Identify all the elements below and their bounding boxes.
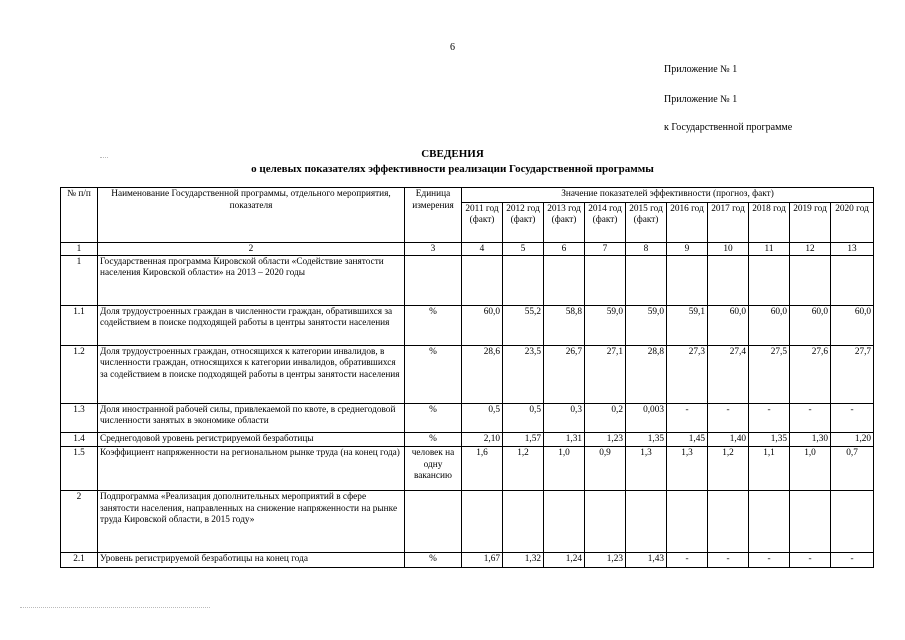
table-row (61, 255, 874, 305)
row-value: 1,23 (585, 432, 626, 447)
column-index: 6 (544, 242, 585, 255)
row-value: 0,7 (831, 447, 874, 491)
row-name: Государственная программа Кировской области «Содействие занятости населения Кировской области» на 2013 – 2020 годы (98, 255, 405, 305)
row-value: 1,40 (708, 432, 749, 447)
row-name: Доля трудоустроенных граждан в численности граждан, обратившихся за содействием в поиске подходящей работы в центры занятости населения (98, 305, 405, 345)
column-index: 8 (626, 242, 667, 255)
header-values-group: Значение показателей эффективности (прогноз, факт) (462, 188, 874, 203)
row-value: 1,1 (749, 447, 790, 491)
row-name: Доля трудоустроенных граждан, относящихся к категории инвалидов, в численности граждан, относящихся к категории инвалидов, обратившихся за содействием в поиске подходящей работы в центры занятости населения (98, 345, 405, 403)
column-index: 3 (405, 242, 462, 255)
row-unit: % (405, 345, 462, 403)
row-unit: % (405, 305, 462, 345)
row-value: 1,57 (503, 432, 544, 447)
row-value (626, 491, 667, 553)
row-value: 1,6 (462, 447, 503, 491)
row-num: 1.4 (61, 432, 98, 447)
column-index: 11 (749, 242, 790, 255)
document-title: СВЕДЕНИЯ (421, 148, 484, 160)
row-value: 60,0 (831, 305, 874, 345)
table-row (61, 403, 874, 432)
row-value: 1,20 (831, 432, 874, 447)
header-year: 2019 год (790, 202, 831, 242)
header-num: № п/п (61, 188, 98, 243)
row-value: 27,1 (585, 345, 626, 403)
row-value: - (790, 403, 831, 432)
row-value: 58,8 (544, 305, 585, 345)
row-value: 1,45 (667, 432, 708, 447)
row-value: 27,5 (749, 345, 790, 403)
row-name: Среднегодовой уровень регистрируемой безработицы (98, 432, 405, 447)
table-row (61, 345, 874, 403)
row-value: 27,7 (831, 345, 874, 403)
scan-line (20, 607, 210, 608)
column-index: 9 (667, 242, 708, 255)
column-index: 2 (98, 242, 405, 255)
appendix-label-1: Приложение № 1 (664, 64, 738, 75)
header-name: Наименование Государственной программы, отдельного мероприятия, показателя (98, 188, 405, 243)
row-value: 1,32 (503, 553, 544, 568)
row-value: 1,30 (790, 432, 831, 447)
row-unit (405, 491, 462, 553)
row-value: 1,35 (626, 432, 667, 447)
row-value: - (749, 403, 790, 432)
row-value (544, 491, 585, 553)
row-value (790, 255, 831, 305)
row-value: 0,3 (544, 403, 585, 432)
row-value: 26,7 (544, 345, 585, 403)
row-value: 1,35 (749, 432, 790, 447)
row-value: 1,2 (708, 447, 749, 491)
column-index: 5 (503, 242, 544, 255)
row-value: - (749, 553, 790, 568)
row-num: 2.1 (61, 553, 98, 568)
row-value (544, 255, 585, 305)
row-value (585, 255, 626, 305)
column-index: 4 (462, 242, 503, 255)
row-num: 1.3 (61, 403, 98, 432)
row-num: 1.2 (61, 345, 98, 403)
column-index: 12 (790, 242, 831, 255)
row-name: Доля иностранной рабочей силы, привлекаемой по квоте, в среднегодовой численности занятых в экономике области (98, 403, 405, 432)
row-value: 1,0 (790, 447, 831, 491)
row-value: - (831, 553, 874, 568)
column-index: 1 (61, 242, 98, 255)
row-value: - (708, 553, 749, 568)
row-value: - (831, 403, 874, 432)
row-value (749, 255, 790, 305)
table-row (61, 553, 874, 568)
row-value (503, 491, 544, 553)
row-value (749, 491, 790, 553)
row-value: - (708, 403, 749, 432)
row-value (667, 255, 708, 305)
column-index: 7 (585, 242, 626, 255)
row-value: 60,0 (790, 305, 831, 345)
row-num: 1 (61, 255, 98, 305)
header-year: 2012 год (факт) (503, 202, 544, 242)
row-num: 1.5 (61, 447, 98, 491)
row-value: 59,1 (667, 305, 708, 345)
row-name: Уровень регистрируемой безработицы на конец года (98, 553, 405, 568)
row-value: 2,10 (462, 432, 503, 447)
row-value: 27,3 (667, 345, 708, 403)
row-unit: % (405, 403, 462, 432)
column-index-row (61, 242, 874, 255)
table-row (61, 491, 874, 553)
row-value: 0,2 (585, 403, 626, 432)
row-value: 1,23 (585, 553, 626, 568)
page-number: 6 (450, 42, 455, 53)
header-year: 2013 год (факт) (544, 202, 585, 242)
row-value: 1,43 (626, 553, 667, 568)
row-name: Подпрограмма «Реализация дополнительных мероприятий в сфере занятости населения, направленных на снижение напряженности на рынке труда Кировской области, в 2015 году» (98, 491, 405, 553)
row-value: 1,31 (544, 432, 585, 447)
row-value: - (790, 553, 831, 568)
row-value: 27,4 (708, 345, 749, 403)
row-value: 0,9 (585, 447, 626, 491)
row-unit (405, 255, 462, 305)
appendix-reference: к Государственной программе (664, 122, 793, 133)
row-value: 27,6 (790, 345, 831, 403)
row-value: 1,2 (503, 447, 544, 491)
row-value (462, 491, 503, 553)
row-value: - (667, 553, 708, 568)
column-index: 10 (708, 242, 749, 255)
row-value: 28,8 (626, 345, 667, 403)
appendix-label-2: Приложение № 1 (664, 94, 738, 105)
row-value (667, 491, 708, 553)
row-value: 1,67 (462, 553, 503, 568)
header-year: 2016 год (667, 202, 708, 242)
row-value: 1,24 (544, 553, 585, 568)
row-value: 1,3 (626, 447, 667, 491)
row-value: 60,0 (462, 305, 503, 345)
header-year: 2020 год (831, 202, 874, 242)
table-row (61, 305, 874, 345)
row-value: 60,0 (708, 305, 749, 345)
row-value: 0,003 (626, 403, 667, 432)
row-value (831, 491, 874, 553)
header-year: 2015 год (факт) (626, 202, 667, 242)
header-year: 2017 год (708, 202, 749, 242)
row-value: - (667, 403, 708, 432)
document-subtitle: о целевых показателях эффективности реализации Государственной программы (251, 163, 654, 175)
row-value: 59,0 (585, 305, 626, 345)
row-name: Коэффициент напряженности на региональном рынке труда (на конец года) (98, 447, 405, 491)
row-value: 23,5 (503, 345, 544, 403)
row-num: 1.1 (61, 305, 98, 345)
header-unit: Единица измерения (405, 188, 462, 243)
row-value: 59,0 (626, 305, 667, 345)
indicators-table (60, 187, 874, 568)
row-value (626, 255, 667, 305)
header-year: 2018 год (749, 202, 790, 242)
row-value: 0,5 (503, 403, 544, 432)
header-year: 2014 год (факт) (585, 202, 626, 242)
row-value (585, 491, 626, 553)
table-row (61, 432, 874, 447)
column-index: 13 (831, 242, 874, 255)
row-value: 60,0 (749, 305, 790, 345)
row-value (708, 491, 749, 553)
row-unit: % (405, 432, 462, 447)
row-value: 1,3 (667, 447, 708, 491)
row-value: 0,5 (462, 403, 503, 432)
row-value: 28,6 (462, 345, 503, 403)
row-value (708, 255, 749, 305)
table-row (61, 447, 874, 491)
header-year: 2011 год (факт) (462, 202, 503, 242)
header-row-1 (61, 188, 874, 203)
row-value (462, 255, 503, 305)
row-unit: % (405, 553, 462, 568)
scan-speck (100, 157, 108, 158)
row-unit: человек на одну вакансию (405, 447, 462, 491)
row-value: 55,2 (503, 305, 544, 345)
row-value: 1,0 (544, 447, 585, 491)
row-value (790, 491, 831, 553)
row-num: 2 (61, 491, 98, 553)
row-value (831, 255, 874, 305)
row-value (503, 255, 544, 305)
